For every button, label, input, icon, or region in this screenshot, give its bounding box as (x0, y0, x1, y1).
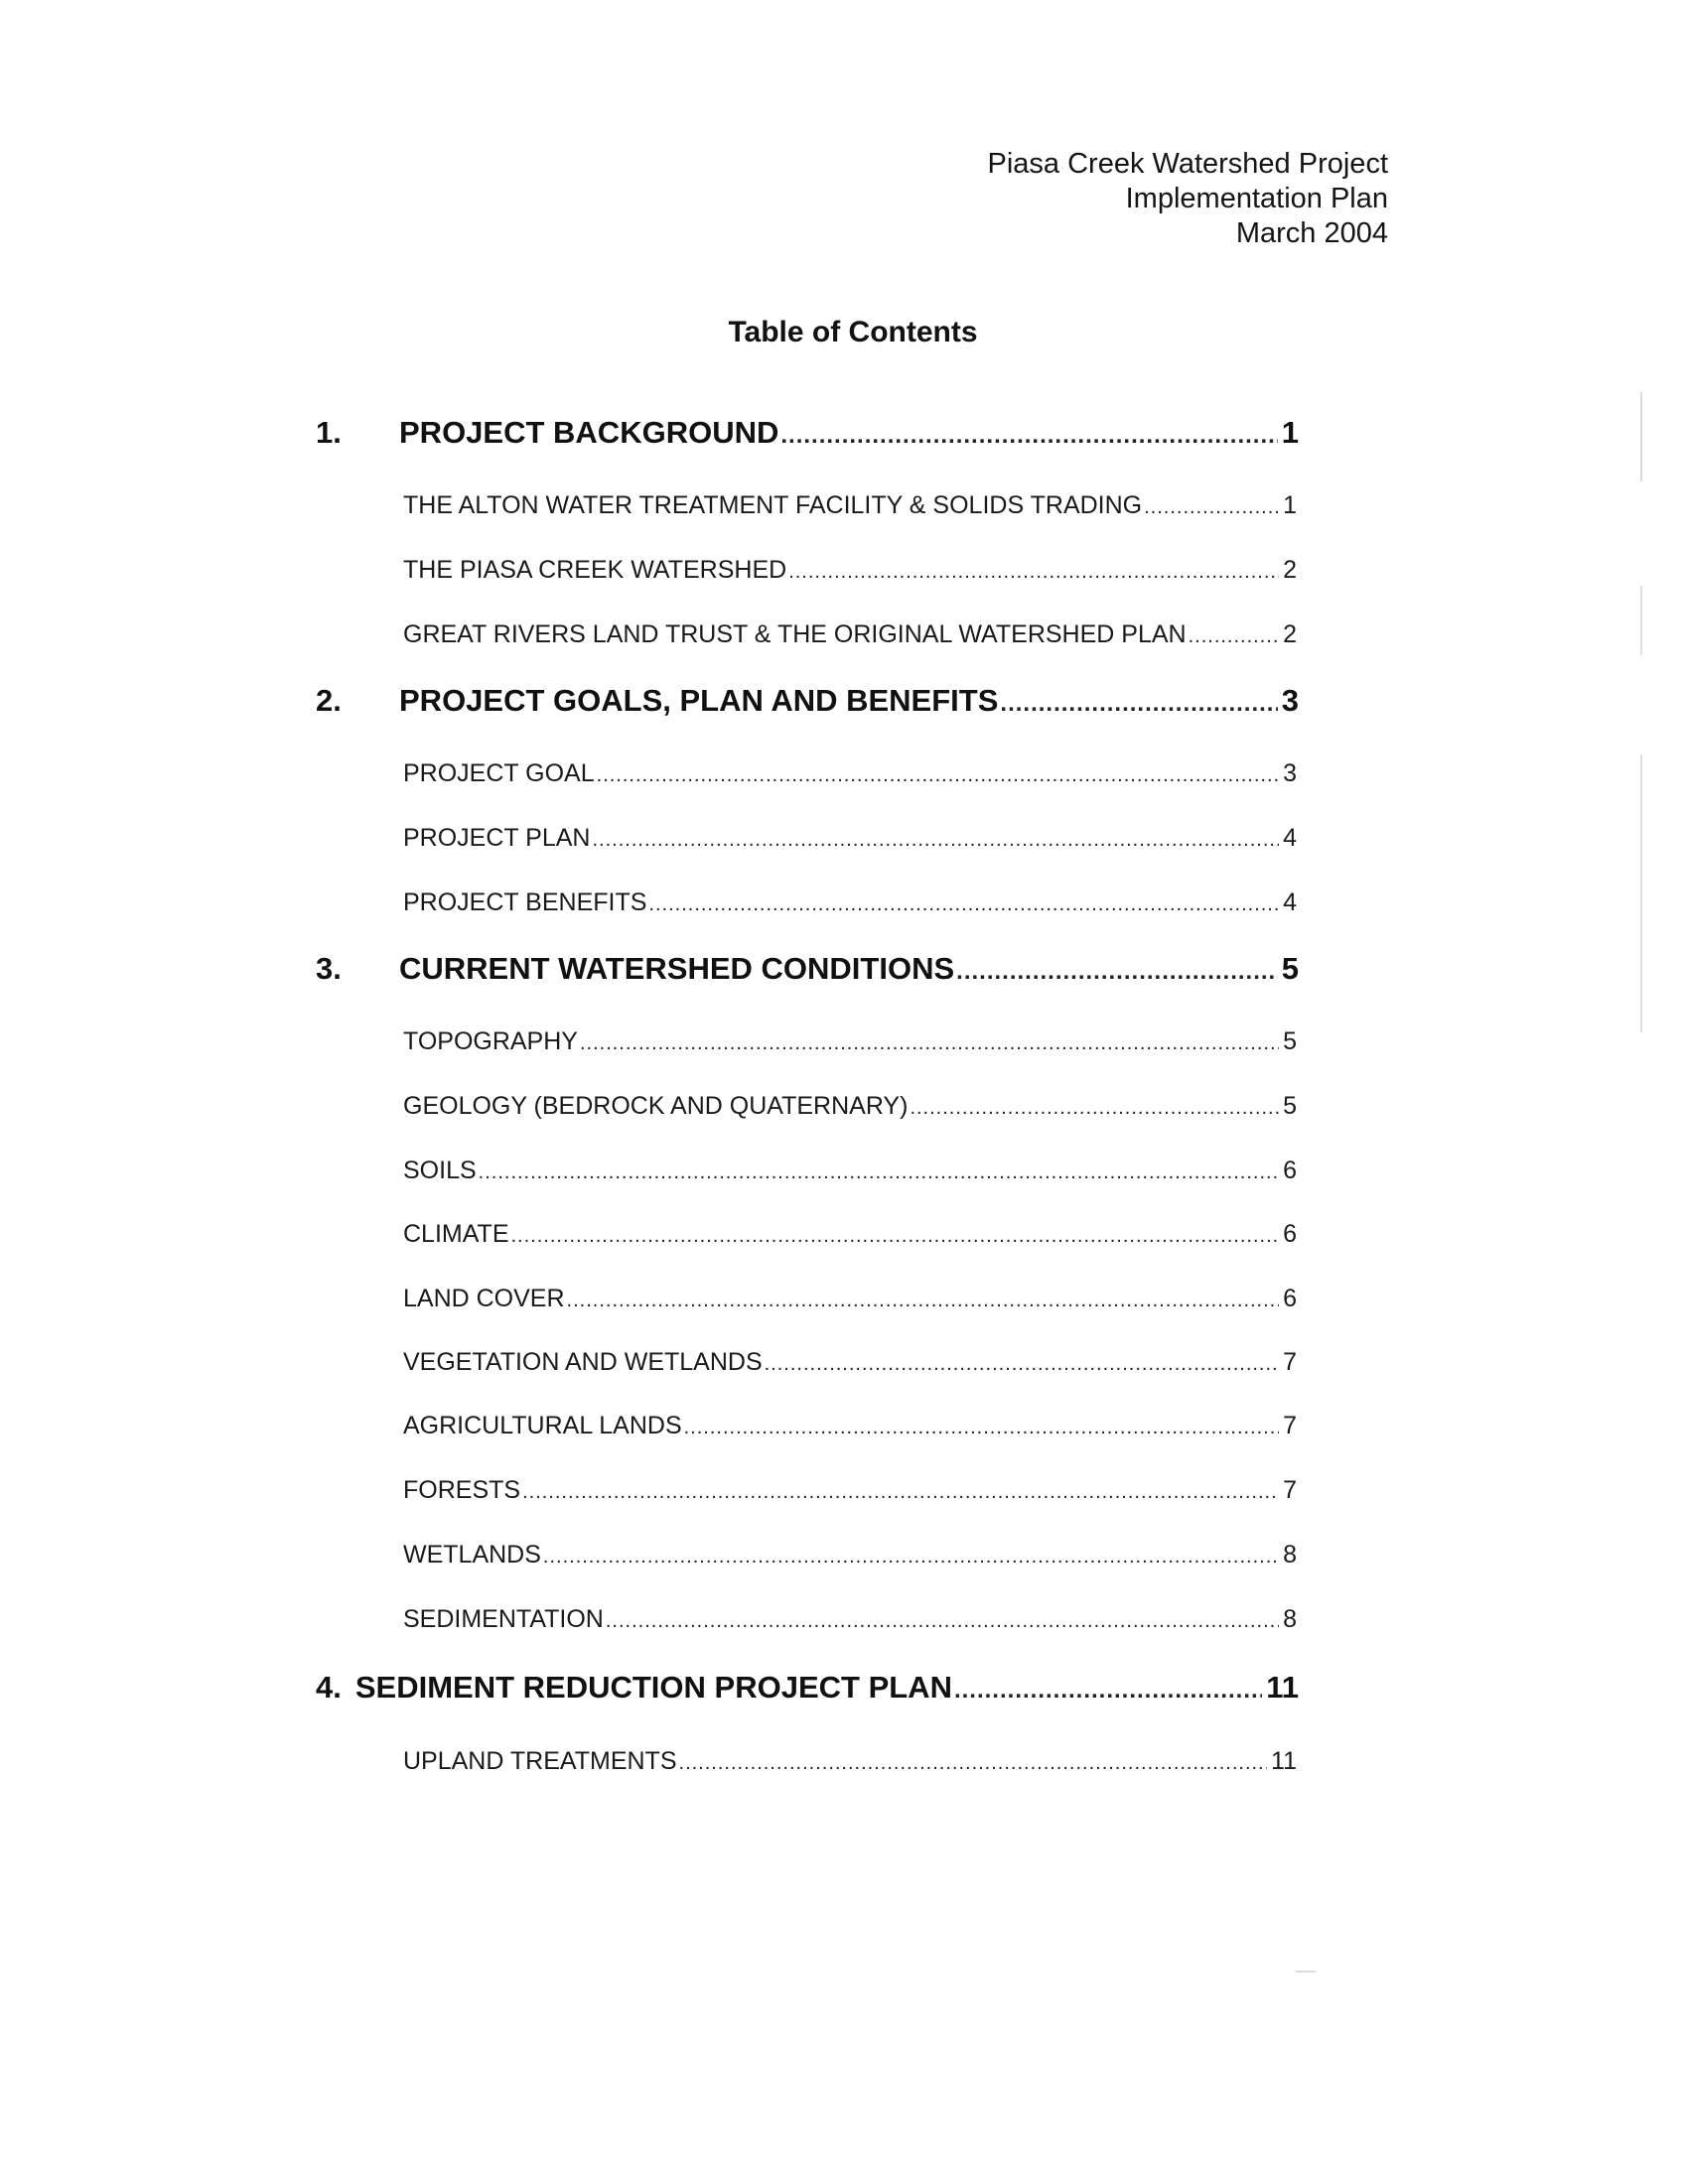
dot-leader (580, 1032, 1279, 1055)
entry-title: LAND COVER (403, 1285, 565, 1312)
toc-entry[interactable] (403, 620, 1297, 649)
section-title: CURRENT WATERSHED CONDITIONS (399, 951, 955, 986)
page-number: 7 (1283, 1412, 1297, 1439)
header-subtitle: Implementation Plan (1125, 183, 1388, 214)
dot-leader (956, 958, 1278, 986)
toc-entry[interactable] (403, 491, 1297, 520)
page-number: 8 (1283, 1605, 1297, 1633)
page-number: 4 (1283, 888, 1297, 916)
entry-title: THE PIASA CREEK WATERSHED (403, 556, 787, 584)
page-number: 3 (1283, 759, 1297, 787)
entry-title: VEGETATION AND WETLANDS (403, 1348, 763, 1376)
dot-leader (648, 893, 1279, 916)
page-number: 3 (1281, 683, 1299, 718)
page-number: 7 (1283, 1348, 1297, 1376)
entry-title: PROJECT GOAL (403, 759, 595, 787)
section-number: 1. (316, 415, 342, 450)
page-number: 2 (1283, 620, 1297, 648)
dot-leader (684, 1417, 1279, 1439)
toc-entry[interactable] (403, 1412, 1297, 1440)
section-number: 3. (316, 951, 342, 986)
page-number: 2 (1283, 556, 1297, 584)
toc-entry[interactable] (403, 1157, 1297, 1185)
dot-leader (679, 1752, 1268, 1775)
entry-title: PROJECT PLAN (403, 824, 591, 852)
page-number: 6 (1283, 1285, 1297, 1312)
toc-entry[interactable] (403, 824, 1297, 853)
dot-leader (954, 1677, 1262, 1705)
section-number: 4. (316, 1670, 342, 1705)
header-project-name: Piasa Creek Watershed Project (987, 148, 1388, 180)
page-number: 6 (1283, 1157, 1297, 1184)
toc-entry[interactable] (403, 1476, 1297, 1505)
dot-leader (1144, 496, 1279, 519)
dot-leader (788, 561, 1279, 584)
dot-leader (597, 764, 1279, 787)
section-title: PROJECT BACKGROUND (399, 415, 779, 450)
page-number: 7 (1283, 1476, 1297, 1504)
toc-entry[interactable] (403, 888, 1297, 917)
toc-entry[interactable] (403, 1285, 1297, 1313)
toc-section-4[interactable] (316, 1670, 1299, 1706)
toc-entry[interactable] (403, 759, 1297, 788)
section-number: 2. (316, 683, 342, 718)
entry-title: UPLAND TREATMENTS (403, 1747, 677, 1775)
toc-entry[interactable] (403, 1027, 1297, 1056)
entry-title: FORESTS (403, 1476, 521, 1504)
page-number: 1 (1281, 415, 1299, 450)
entry-title: AGRICULTURAL LANDS (403, 1412, 682, 1439)
dot-leader (606, 1610, 1279, 1633)
entry-title: THE ALTON WATER TREATMENT FACILITY & SOLIDS TRADING (403, 491, 1143, 519)
toc-entry[interactable] (403, 1541, 1297, 1570)
dot-leader (910, 1097, 1279, 1120)
dot-leader (479, 1161, 1279, 1184)
entry-title: TOPOGRAPHY (403, 1027, 578, 1055)
page-number: 4 (1283, 824, 1297, 852)
toc-section-1[interactable] (316, 415, 1299, 451)
dot-leader (511, 1225, 1280, 1248)
section-title: PROJECT GOALS, PLAN AND BENEFITS (399, 683, 999, 718)
page-number: 6 (1283, 1220, 1297, 1248)
page-number: 5 (1281, 951, 1299, 986)
entry-title: CLIMATE (403, 1220, 509, 1248)
section-title: SEDIMENT REDUCTION PROJECT PLAN (354, 1670, 952, 1705)
toc-entry[interactable] (403, 1747, 1297, 1776)
page-number: 8 (1283, 1541, 1297, 1569)
entry-title: SOILS (403, 1157, 477, 1184)
dot-leader (1000, 690, 1277, 718)
toc-section-2[interactable] (316, 683, 1299, 719)
page-number: 5 (1283, 1027, 1297, 1055)
toc-entry[interactable] (403, 556, 1297, 585)
entry-title: SEDIMENTATION (403, 1605, 604, 1633)
entry-title: GEOLOGY (BEDROCK AND QUATERNARY) (403, 1092, 909, 1120)
toc-entry[interactable] (403, 1605, 1297, 1634)
scan-artifact (1640, 586, 1642, 655)
dot-leader (592, 829, 1279, 852)
page-number: 11 (1271, 1747, 1297, 1775)
page-number: 1 (1283, 491, 1297, 519)
toc-entry[interactable] (403, 1092, 1297, 1121)
toc-title-text: Table of Contents (728, 316, 978, 348)
scan-artifact (1640, 392, 1642, 481)
entry-title: PROJECT BENEFITS (403, 888, 647, 916)
entry-title: WETLANDS (403, 1541, 541, 1569)
dot-leader (567, 1290, 1280, 1312)
toc-entry[interactable] (403, 1348, 1297, 1377)
dot-leader (522, 1481, 1279, 1504)
dot-leader (543, 1546, 1279, 1569)
dot-leader (1189, 625, 1280, 648)
header-date: March 2004 (1235, 217, 1388, 249)
entry-title: GREAT RIVERS LAND TRUST & THE ORIGINAL WATERSHED PLAN (403, 620, 1187, 648)
page-number: 5 (1283, 1092, 1297, 1120)
page-number: 11 (1266, 1670, 1299, 1705)
toc-entry[interactable] (403, 1220, 1297, 1249)
dot-leader (780, 422, 1277, 450)
dot-leader (765, 1353, 1279, 1376)
toc-section-3[interactable] (316, 951, 1299, 987)
scan-artifact (1296, 1971, 1316, 1973)
scan-artifact (1640, 754, 1642, 1032)
